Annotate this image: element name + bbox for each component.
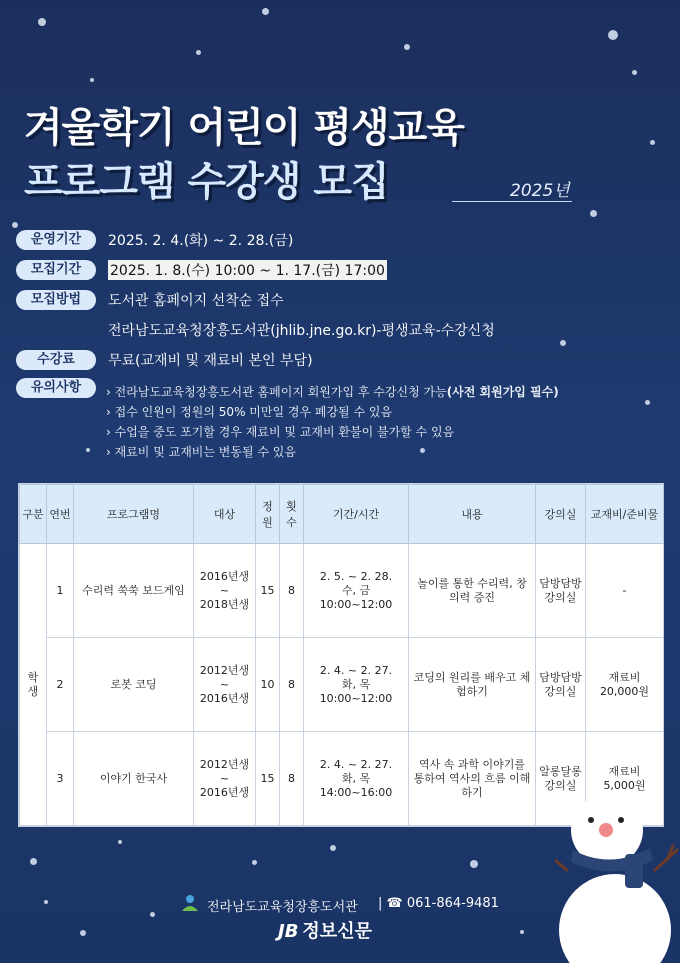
period-value: 2025. 2. 4.(화) ~ 2. 28.(금) [108,233,294,249]
cell-count: 8 [280,732,304,826]
info-period [16,230,293,250]
cell-room: 담방담방 강의실 [536,638,586,732]
cell-capacity: 15 [256,732,280,826]
table-header-row [20,485,664,544]
note-item-3: › 수업을 중도 포기할 경우 재료비 및 교재비 환불이 불가할 수 있음 [106,425,455,439]
cell-target: 2016년생~ 2018년생 [194,544,256,638]
note-item-2: › 접수 인원이 정원의 50% 미만일 경우 폐강될 수 있음 [106,405,393,419]
brand-mark: JB [278,921,299,942]
library-logo-icon [180,893,200,913]
header-program: 프로그램명 [74,485,194,544]
cell-program: 로봇 코딩 [74,638,194,732]
page-title-line1: 겨울학기 어린이 평생교육 [24,105,464,151]
cell-material: 재료비 20,000원 [586,638,664,732]
method-value-1: 도서관 홈페이지 선착순 접수 [108,293,284,309]
cell-count: 8 [280,638,304,732]
header-count: 횟수 [280,485,304,544]
cell-period: 2. 4. ~ 2. 27. 화, 목 14:00~16:00 [304,732,409,826]
info-notes [16,378,96,398]
recruit-value: 2025. 1. 8.(수) 10:00 ~ 1. 17.(금) 17:00 [108,260,387,280]
cell-material: - [586,544,664,638]
year-underline [452,201,572,202]
cell-capacity: 10 [256,638,280,732]
header-material: 교재비/준비물 [586,485,664,544]
notes-label: 유의사항 [16,378,96,398]
note-item-1: › 전라남도교육청장흥도서관 홈페이지 회원가입 후 수강신청 가능(사전 회원가입 필수) [106,385,559,399]
info-method-2 [16,320,495,340]
header-target: 대상 [194,485,256,544]
snowman-illustration [555,790,680,963]
cell-no: 1 [47,544,74,638]
cell-target: 2012년생~ 2016년생 [194,732,256,826]
period-label: 운영기간 [16,230,96,250]
cell-target: 2012년생~ 2016년생 [194,638,256,732]
fee-label: 수강료 [16,350,96,370]
category-cell: 학생 [20,544,47,826]
cell-content: 놀이를 통한 수리력, 창의력 증진 [409,544,536,638]
cell-program: 수리력 쑥쑥 보드게임 [74,544,194,638]
footer-library: 전라남도교육청장흥도서관 [207,900,358,915]
header-content: 내용 [409,485,536,544]
year-label: 2025년 [510,181,570,201]
cell-room: 담방담방 강의실 [536,544,586,638]
cell-room: 알롱달롱 강의실 [536,732,586,826]
method-value-2: 전라남도교육청장흥도서관(jhlib.jne.go.kr)-평생교육-수강신청 [108,323,495,339]
cell-material: 재료비 5,000원 [586,732,664,826]
info-fee [16,350,313,370]
program-table [18,483,664,827]
cell-content: 역사 속 과학 이야기를 통하여 역사의 흐름 이해하기 [409,732,536,826]
cell-no: 2 [47,638,74,732]
page-title-line2: 프로그램 수강생 모집 [24,159,389,205]
table-row [20,544,664,638]
cell-no: 3 [47,732,74,826]
cell-period: 2. 4. ~ 2. 27. 화, 목 10:00~12:00 [304,638,409,732]
recruit-label: 모집기간 [16,260,96,280]
fee-value: 무료(교재비 및 재료비 본인 부담) [108,353,313,369]
info-method [16,290,284,310]
cell-program: 이야기 한국사 [74,732,194,826]
cell-period: 2. 5. ~ 2. 28. 수, 금 10:00~12:00 [304,544,409,638]
cell-content: 코딩의 원리를 배우고 체험하기 [409,638,536,732]
header-period: 기간/시간 [304,485,409,544]
header-category: 구분 [20,485,47,544]
footer-phone: | ☎ 061-864-9481 [378,896,499,911]
brand-name: 정보신문 [302,921,372,942]
method-label: 모집방법 [16,290,96,310]
header-room: 강의실 [536,485,586,544]
cell-count: 8 [280,544,304,638]
info-recruit [16,260,387,280]
table-row [20,638,664,732]
note-item-4: › 재료비 및 교재비는 변동될 수 있음 [106,445,296,459]
header-no: 연번 [47,485,74,544]
header-capacity: 정원 [256,485,280,544]
cell-capacity: 15 [256,544,280,638]
brand-logo [278,917,372,943]
